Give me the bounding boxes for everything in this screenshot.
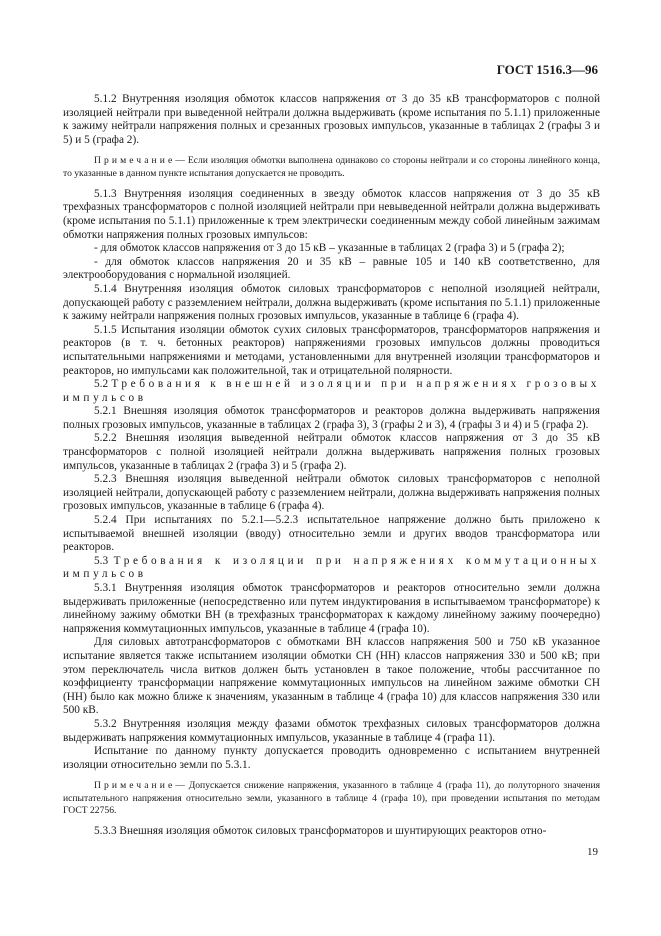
paragraph-5-1-3-item-2: - для обмоток классов напряжения 20 и 35 кВ – равные 105 и 140 кВ соответственно, для электрооборудования с нормальной изоляцией. xyxy=(63,255,600,282)
paragraph-5-1-2: 5.1.2 Внутренняя изоляция обмоток классов напряжения от 3 до 35 кВ трансформаторов с полной изоляцией нейтрали при выведенной нейтрали должна выдерживать (кроме испытания по 5.1.1) приложенные к зажиму нейтрали напряжения полных и срезанных грозовых импульсов, указанные в таблицах 2 (графы 3 и 5) и 5 (графа 2). xyxy=(63,93,600,146)
paragraph-5-2-3: 5.2.3 Внешняя изоляция выведенной нейтрали обмоток силовых трансформаторов с неполной изоляцией нейтрали, допускающей работу с разземлением нейтрали, должна выдерживать напряжения полных грозовых импульсов, указанные в таблице 6 (графа 4). xyxy=(63,473,601,513)
note-label: Примечание xyxy=(94,155,176,167)
paragraph-5-3-2: 5.3.2 Внутренняя изоляция между фазами обмоток трехфазных силовых трансформаторов должна выдерживать напряжения коммутационных импульсов, указанные в таблице 4 (графа 11). xyxy=(63,717,600,744)
paragraph-5-3-1: 5.3.1 Внутренняя изоляция обмоток трансформаторов и реакторов относительно земли должна выдерживать приложенные (непосредственно или путем индуктирования в испытываемом трансформаторе) к линейному зажиму обмотки ВН (в трехфазных трансформаторах к каждому линейному зажиму поочередно) напряжения коммутационных импульсов, указанные в таблице 4 (графа 10). xyxy=(63,582,600,635)
paragraph-5-2-1: 5.2.1 Внешняя изоляция обмоток трансформаторов и реакторов должна выдерживать напряжения полных грозовых импульсов, указанные в таблицах 2 (графа 3), 3 (графы 2 и 3), 4 (графы 3 и 4) и 5 (графа 2). xyxy=(63,405,600,431)
document-body xyxy=(63,93,600,839)
heading-5-2-number: 5.2 xyxy=(94,378,109,391)
heading-5-3 xyxy=(63,555,600,582)
note-text: Допускается снижение напряжения, указанного в таблице 4 (графа 11), до полуторного значения испытательного напряжения относительно земли, указанного в таблице 4 (графа 10), при проведении испытания по методам ГОСТ 22756. xyxy=(63,780,600,816)
paragraph-5-2-2: 5.2.2 Внешняя изоляция выведенной нейтрали обмоток классов напряжения от 3 до 35 кВ трансформаторов с полной изоляцией нейтрали должна выдерживать напряжения полных грозовых импульсов, указанные в таблицах 2 (графа 3) и 5 (графа 2). xyxy=(63,432,600,472)
document-header: ГОСТ 1516.3—96 xyxy=(496,62,598,77)
heading-5-2 xyxy=(63,378,600,405)
heading-5-3-text: Требования к изоляции при напряжениях коммутационных импульсов xyxy=(63,554,601,581)
note-5-1-2: Примечание— Если изоляция обмотки выполнена одинаково со стороны нейтрали и со стороны линейного конца, то указанные в данном пункте испытания допускается не проводить. xyxy=(63,155,600,179)
note-text: Если изоляция обмотки выполнена одинаково со стороны нейтрали и со стороны линейного конца, то указанные в данном пункте испытания допускается не проводить. xyxy=(63,155,600,179)
page-number: 19 xyxy=(587,846,598,858)
paragraph-5-2-4: 5.2.4 При испытаниях по 5.2.1—5.2.3 испытательное напряжение должно быть приложено к испытываемой внешней изоляции (вводу) относительно земли и других вводов трансформатора или реакторов. xyxy=(63,514,600,554)
note-label: Примечание xyxy=(94,780,176,792)
paragraph-5-1-3-item-1: - для обмоток классов напряжения от 3 до 15 кВ – указанные в таблицах 2 (графа 3) и 5 (графа 2); xyxy=(94,242,565,255)
heading-5-2-text: Требования к внешней изоляции при напряжениях грозовых импульсов xyxy=(63,378,600,404)
paragraph-5-3-1-auto: Для силовых автотрансформаторов с обмотками ВН классов напряжения 500 и 750 кВ указанное испытание является также испытанием изоляции обмотки СН (НН) классов напряжения 330 и 500 кВ; при этом переключатель числа витков должен быть установлен в такое положение, чтобы рассчитанное по коэффициенту трансформации напряжение коммутационных импульсов на линейном зажиме обмотки СН (НН) было как можно ближе к значениям, указанным в таблице 4 (графа 10) для классов напряжения 330 или 500 кВ. xyxy=(63,636,600,717)
paragraph-5-1-4: 5.1.4 Внутренняя изоляция обмоток силовых трансформаторов с неполной изоляцией нейтрали, допускающей работу с разземлением нейтрали, должна выдерживать (кроме испытания по 5.1.1) приложенные к зажиму нейтрали напряжения полных грозовых импульсов, указанные в таблице 6 (графа 4). xyxy=(63,282,600,323)
paragraph-5-3-3: 5.3.3 Внешняя изоляция обмоток силовых трансформаторов и шунтирующих реакторов отно- xyxy=(94,824,547,837)
paragraph-5-3-2-test: Испытание по данному пункту допускается проводить одновременно с испытанием внутренней изоляции относительно земли по 5.3.1. xyxy=(63,745,600,771)
paragraph-5-1-5: 5.1.5 Испытания изоляции обмоток сухих силовых трансформаторов, трансформаторов напряжения и реакторов (в т. ч. бетонных реакторов) напряжениями грозовых импульсов должны проводиться испытательными напряжениями и методами, установленными для внутренней изоляции трансформаторов и реакторов, но импульсами как положительной, так и отрицательной полярности. xyxy=(63,323,600,377)
note-5-3-2: Примечание— Допускается снижение напряжения, указанного в таблице 4 (графа 11), до полуторного значения испытательного напряжения относительно земли, указанного в таблице 4 (графа 10), при проведении испытания по методам ГОСТ 22756. xyxy=(63,780,600,816)
heading-5-3-number: 5.3 xyxy=(94,554,109,567)
paragraph-5-1-3: 5.1.3 Внутренняя изоляция соединенных в звезду обмоток классов напряжения от 3 до 35 кВ трехфазных трансформаторов с полной изоляцией нейтрали при невыведенной нейтрали должна выдерживать (кроме испытания по 5.1.1) приложенные к трем электрически соединенным между собой линейным зажимам обмотки напряжения полных грозовых импульсов: xyxy=(63,187,600,241)
